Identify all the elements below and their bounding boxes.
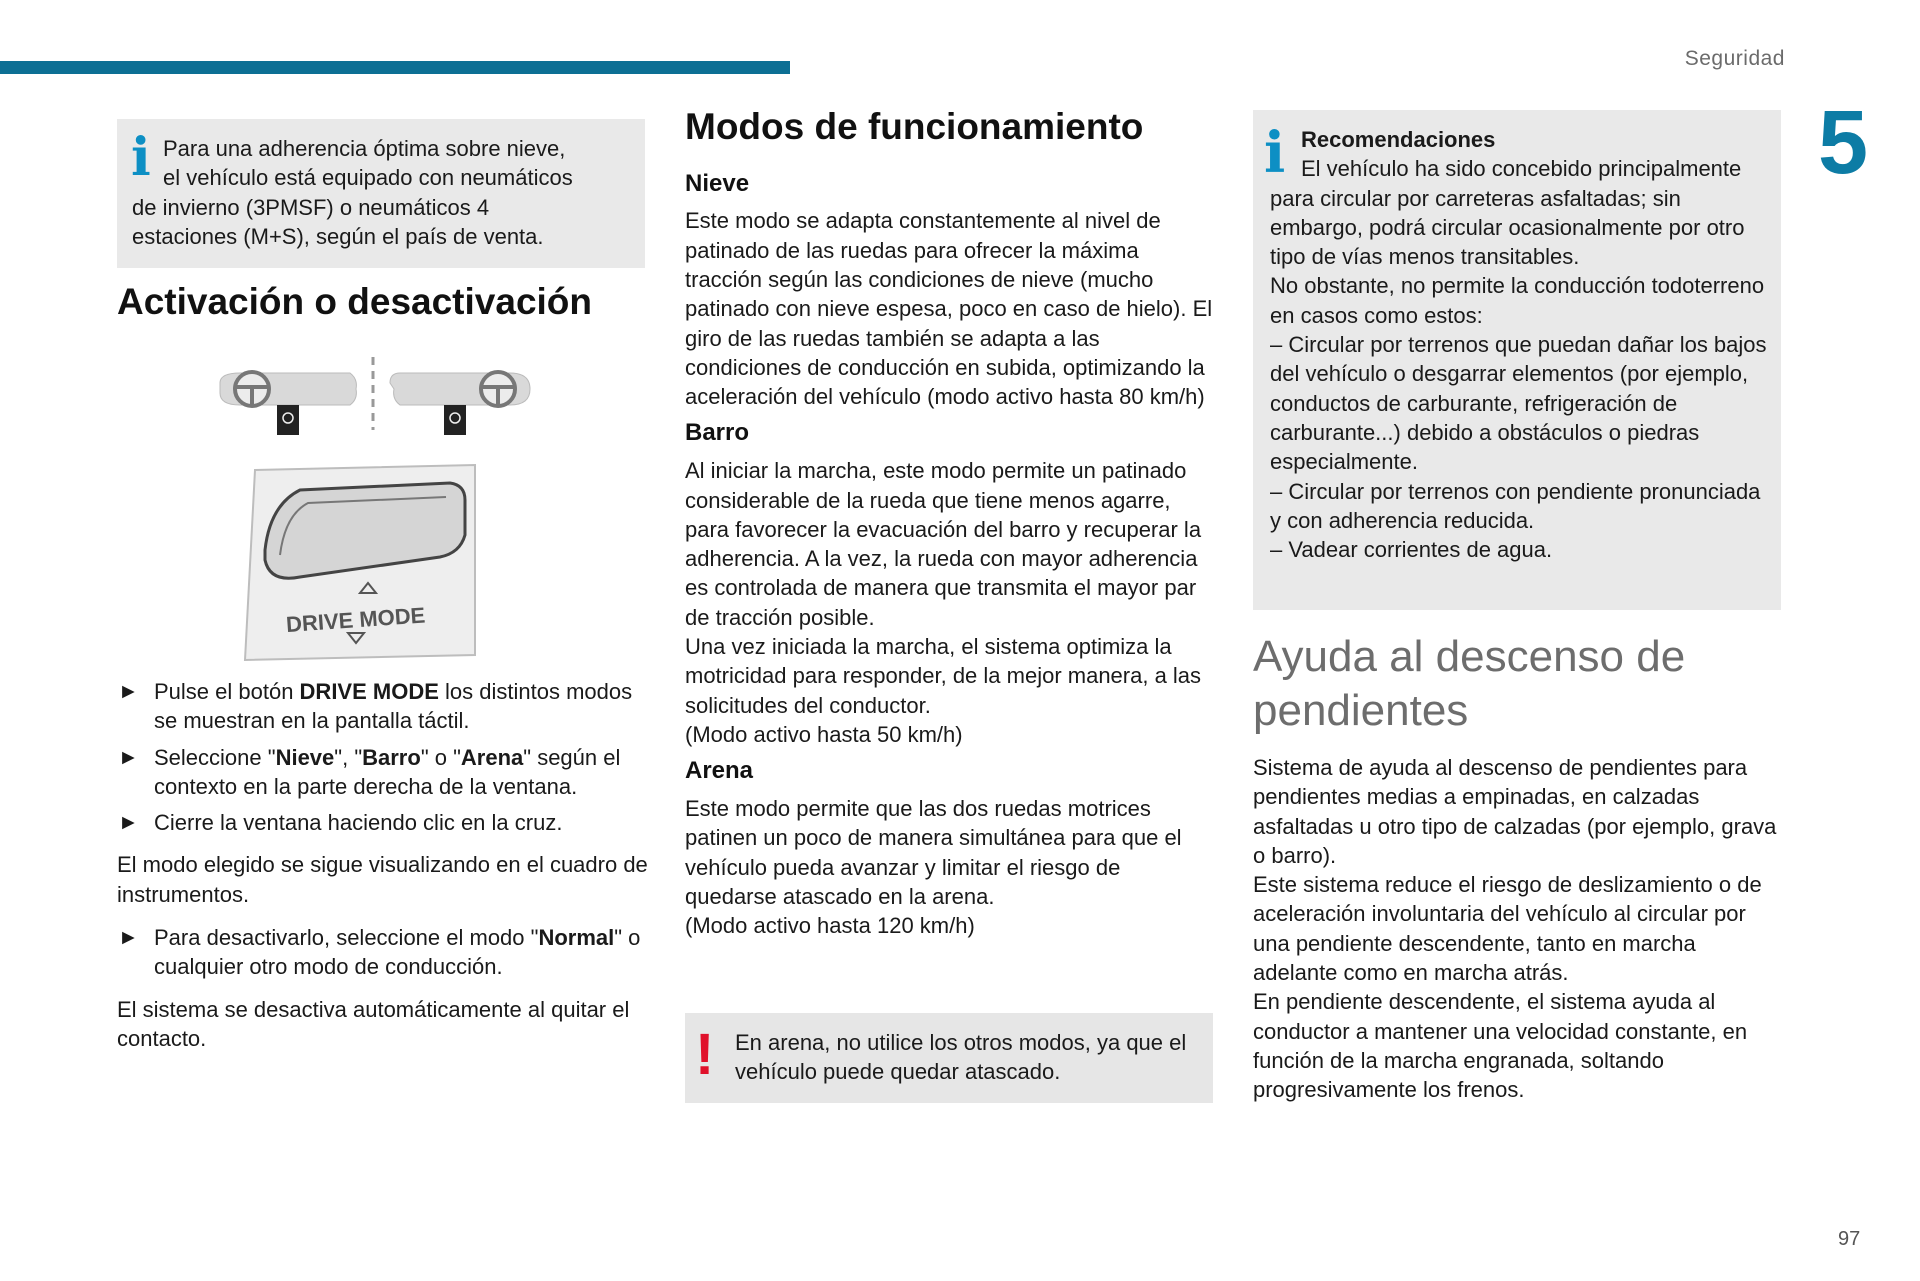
rec-text-1: El vehículo ha sido concebido principalmente para circular por carreteras asfaltadas; sin embargo, podrá circular ocasionalmente por otro tipo de vías menos transitables. — [1270, 156, 1745, 270]
info-box-tires — [117, 119, 645, 268]
column-descent — [1253, 630, 1783, 1105]
instruction-bullet-2: ► Seleccione "Nieve", "Barro" o "Arena" según el contexto en la parte derecha de la ventana. — [118, 744, 621, 799]
warning-icon: ! — [695, 1022, 715, 1087]
info-icon: i — [131, 127, 151, 188]
paragraph-mode-displayed: El modo elegido se sigue visualizando en el cuadro de instrumentos. — [117, 852, 648, 907]
arrow-icon: ► — [118, 811, 139, 835]
drive-mode-label: DRIVE MODE — [285, 602, 427, 638]
arrow-icon: ► — [118, 680, 139, 703]
descent-text-2: Este sistema reduce el riesgo de deslizamiento o de aceleración involuntaria del vehículo al circular por una pendiente descendente, tanto en marcha adelante como en marcha atrás. — [1253, 872, 1762, 986]
rec-item-3: – Vadear corrientes de agua. — [1270, 537, 1553, 563]
steering-right-icon — [390, 372, 530, 435]
arrow-icon: ► — [118, 926, 139, 950]
instruction-bullet-1: ► Pulse el botón DRIVE MODE los distintos modos se muestran en la pantalla táctil. — [118, 679, 633, 734]
instruction-bullet-3: ► Cierre la ventana haciendo clic en la cruz. — [117, 808, 657, 837]
header-accent-bar — [0, 61, 790, 74]
info-line-1: Para una adherencia óptima sobre nieve, — [163, 136, 566, 161]
arrow-icon: ► — [118, 745, 139, 769]
heading-modes: Modos de funcionamiento — [685, 106, 1144, 147]
rec-title: Recomendaciones — [1301, 127, 1496, 152]
rec-text-2: No obstante, no permite la conducción todoterreno en casos como estos: — [1270, 273, 1765, 328]
section-title: Seguridad — [1684, 47, 1785, 70]
instruction-bullet-4: ► Para desactivarlo, seleccione el modo "Normal" o cualquier otro modo de conducción. — [118, 925, 641, 980]
descent-text-3: En pendiente descendente, el sistema ayuda al conductor a mantener una velocidad constante, en función de la marcha engranada, soltando progresivamente los frenos. — [1253, 989, 1748, 1103]
info-line-4: estaciones (M+S), según el país de venta. — [132, 223, 544, 249]
steering-left-icon — [220, 372, 356, 435]
instructions-block — [117, 677, 657, 1053]
text-barro-1: Al iniciar la marcha, este modo permite un patinado considerable de la rueda que tiene menos agarre, para favorecer la evacuación del barro y recuperar la adherencia. A la vez, la rueda con mayor adherencia es controlada de manera que transmita el mayor par de tracción posible. — [685, 458, 1202, 630]
text-nieve: Este modo se adapta constantemente al nivel de patinado de las ruedas para ofrecer la máxima tracción según las condiciones de nieve (mucho patinado con nieve espesa, poco en caso de hielo). El giro de las ruedas también se adapta a las condiciones de conducción en subida, optimizando la aceleración del vehículo (modo activo hasta 80 km/h) — [685, 208, 1213, 410]
column-modes — [685, 106, 1215, 940]
drive-mode-button — [245, 465, 475, 660]
warning-text: En arena, no utilice los otros modos, ya que el vehículo puede quedar atascado. — [735, 1030, 1187, 1085]
descent-text-1: Sistema de ayuda al descenso de pendientes para pendientes medias a empinadas, en calzadas asfaltadas u otro tipo de calzadas (por ejemplo, grava o barro). — [1253, 755, 1777, 868]
info-icon: i — [1264, 120, 1286, 186]
page-number: 97 — [1838, 1228, 1861, 1250]
subheading-nieve: Nieve — [685, 169, 750, 197]
heading-activation: Activación o desactivación — [117, 281, 593, 322]
drive-mode-illustration — [210, 355, 540, 665]
subheading-barro: Barro — [685, 419, 750, 447]
text-barro-3: (Modo activo hasta 50 km/h) — [685, 721, 963, 747]
info-line-3: de invierno (3PMSF) o neumáticos 4 — [132, 194, 490, 220]
warning-box-sand — [685, 1013, 1213, 1103]
chapter-number: 5 — [1818, 93, 1869, 193]
heading-descent-assist: Ayuda al descenso de pendientes — [1253, 632, 1686, 735]
paragraph-deactivation: El sistema se desactiva automáticamente al quitar el contacto. — [117, 996, 630, 1051]
info-box-recommendations — [1253, 110, 1781, 610]
text-barro-2: Una vez iniciada la marcha, el sistema optimiza la motricidad para responder, de la mejor manera, a las solicitudes del conductor. — [685, 634, 1202, 718]
text-arena-2: (Modo activo hasta 120 km/h) — [685, 913, 975, 939]
text-arena-1: Este modo permite que las dos ruedas motrices patinen un poco de manera simultánea para que el vehículo pueda avanzar y limitar el riesgo de quedarse atascado en la arena. — [685, 795, 1182, 909]
subheading-arena: Arena — [685, 757, 754, 785]
rec-item-1: – Circular por terrenos que puedan dañar los bajos del vehículo o desgarrar elementos (por ejemplo, conductos de carburante, refrigeración de carburante...) debido a obstáculos o piedras especialmente. — [1270, 332, 1767, 475]
rec-item-2: – Circular por terrenos con pendiente pronunciada y con adherencia reducida. — [1270, 478, 1761, 533]
info-line-2: el vehículo está equipado con neumáticos — [163, 165, 573, 191]
